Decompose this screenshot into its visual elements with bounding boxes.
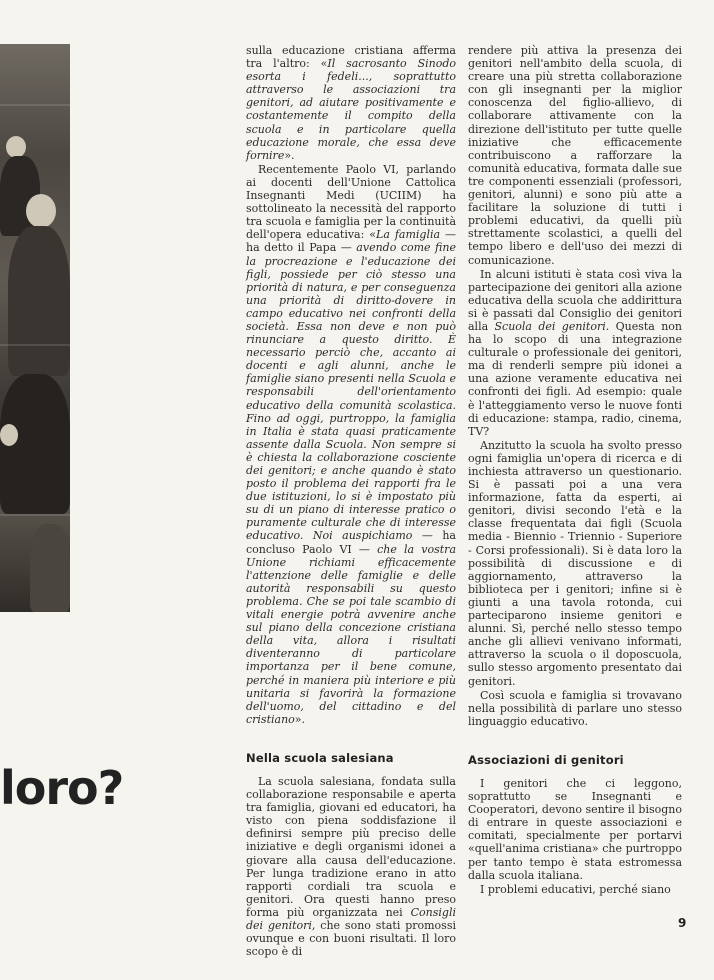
photo-detail (0, 514, 70, 516)
text-column-right (468, 44, 682, 897)
paragraph: Recentemente Paolo VI, parlando ai docenti dell'Unione Cattolica Insegnanti Medi (UCIIM) ha sottolineato la necessità del rapporto tra scuola e famiglia per la continuità dell'opera educativa: «La famiglia — ha detto il Papa — avendo come fine la procreazione e l'educazione dei figli, possiede per ciò stesso una priorità di natura, e per conseguenza una priorità di diritto-dovere in campo educativo nei confronti della società. Essa non deve e non può rinunciare a questo diritto. È necessario perciò che, accanto ai docenti e agli alunni, anche le famiglie siano presenti nella Scuola e responsabili dell'orientamento educativo della comunità scolastica. Fino ad oggi, purtroppo, la famiglia in Italia è stata quasi praticamente assente dalla Scuola. Non sempre si è chiesta la collaborazione cosciente dei genitori; e anche quando è stato posto il problema dei rapporti fra le due istituzioni, lo si è impostato più su di un piano di interesse pratico o puramente culturale che di interesse educativo. Noi auspichiamo — ha concluso Paolo VI — che la vostra Unione richiami efficacemente l'attenzione delle famiglie e delle autorità responsabili su questo problema. Che se poi tale scambio di vitali energie potrà avvenire anche sul piano della concezione cristiana della vita, allora i risultati diventeranno di particolare importanza per il bene comune, perché in maniera più interiore e più unitaria si favorirà la formazione dell'uomo, del cittadino e del cristiano». (246, 162, 457, 726)
photo-detail (8, 226, 70, 376)
paragraph: I genitori che ci leggono, soprattutto se Insegnanti e Cooperatori, devono sentire il bisogno di entrare in queste associazioni e comitati, specialmente per portarvi «quell'anima cristiana» che purtroppo per tanto tempo è stata estromessa dalla scuola italiana. (468, 776, 682, 882)
headline: loro? (0, 761, 124, 815)
photo-students (0, 44, 70, 612)
paragraph: Così scuola e famiglia si trovavano nella possibilità di parlare uno stesso linguaggio educativo. (468, 688, 682, 728)
paragraph: In alcuni istituti è stata così viva la partecipazione dei genitori alla azione educativa della scuola che addirittura si è passati dal Consiglio dei genitori alla Scuola dei genitori. Questa non ha lo scopo di una integrazione culturale o professionale dei genitori, ma di renderli sempre più idonei a una azione veramente educativa nei confronti dei figli. Ad esempio: quale è l'atteggiamento verso le nuove fonti di educazione: stampa, radio, cinema, TV? (468, 267, 682, 438)
text-column-left (246, 44, 456, 959)
photo-detail (0, 104, 70, 106)
paragraph: I problemi educativi, perché siano (480, 882, 671, 896)
photo-detail (30, 524, 70, 612)
section-heading: Associazioni di genitori (468, 752, 624, 767)
section-heading: Nella scuola salesiana (246, 750, 394, 765)
photo-detail (26, 194, 56, 228)
photo-detail (0, 344, 70, 346)
paragraph: La scuola salesiana, fondata sulla collaborazione responsabile e aperta tra famiglia, giovani ed educatori, ha visto con piena soddisfazione il definirsi sempre più preciso delle iniziative e degli organismi idonei a giovare alla causa dell'educazione. Per lunga tradizione erano in atto rapporti cordiali tra scuola e genitori. Ora questi hanno preso forma più organizzata nei Consigli dei genitori, che sono stati promossi ovunque e con buoni risultati. Il loro scopo è di (246, 774, 456, 959)
photo-detail (6, 136, 26, 158)
photo-detail (0, 424, 18, 446)
page-number: 9 (678, 916, 687, 930)
paragraph: Anzitutto la scuola ha svolto presso ogni famiglia un'opera di ricerca e di inchiesta attraverso un questionario. Si è passati poi a una vera informazione, fatta da esperti, ai genitori, divisi secondo l'età e la classe frequentata dai figli (Scuola media - Biennio - Triennio - Superiore - Corsi professionali). Si è data loro la possibilità di discussione e di aggiornamento, attraverso la biblioteca per i genitori; infine si è giunti a una tavola rotonda, cui parteciparono insieme genitori e alunni. Sì, perché nello stesso tempo anche gli allievi venivano informati, attraverso la scuola o il doposcuola, sullo stesso argomento presentato dai genitori. (468, 438, 682, 688)
paragraph: rendere più attiva la presenza dei genitori nell'ambito della scuola, di creare una più stretta collaborazione con gli insegnanti per la miglior conoscenza del figlio-allievo, di collaborare attivamente con la direzione dell'istituto per tutte quelle iniziative che efficacemente contribuiscono a rafforzare la comunità educativa, formata dalle sue tre componenti essenziali (professori, genitori, alunni) e sono più atte a facilitare la soluzione di tutti i problemi educativi, da quelli più strettamente scolastici, a quelli del tempo libero e dell'uso dei mezzi di comunicazione. (468, 44, 682, 267)
paragraph: sulla educazione cristiana afferma tra l'altro: «Il sacrosanto Sinodo esorta i fedeli..., soprattutto attraverso le associazioni tra genitori, ad aiutare positivamente e costantemente il compito della scuola e in particolare quella educazione morale, che essa deve fornire». (246, 44, 456, 162)
